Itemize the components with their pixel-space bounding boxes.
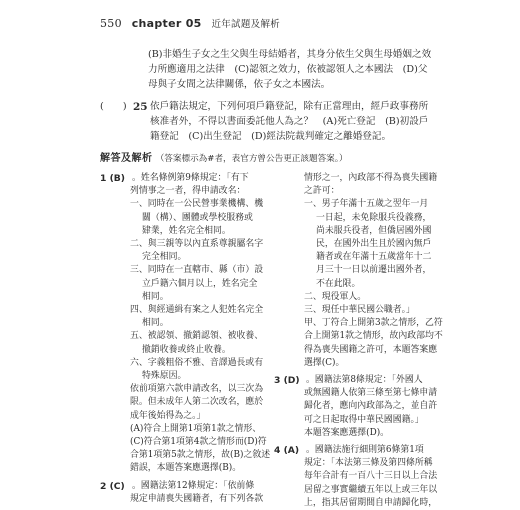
text-line: 可之日起取得中華民國國籍。」 — [304, 414, 424, 425]
text-line: 或無國籍人依第三條至第七條申請 — [304, 388, 438, 399]
answer-blank: ( ) — [100, 101, 127, 112]
answer-3 — [274, 374, 462, 440]
text-line: 。姓名條例第9條規定：「有下 — [132, 173, 249, 183]
text-line: 。國籍法施行細則第6條第1項 — [306, 445, 424, 456]
text-line: 歸化者，應向內政部為之，並自許 — [304, 401, 438, 412]
text-line: 核准者外，不得以書面委託他人為之？ (A)死亡登記 (B)初設戶 — [150, 115, 429, 127]
list-item: 二、現役軍人。 — [304, 291, 367, 302]
answers-left-column — [100, 172, 284, 506]
text-line: 規定申請喪失國籍者，有下列各款 — [130, 493, 264, 504]
answer-4 — [274, 444, 462, 510]
text-line: 母與子女間之法律關係，依子女之本國法。 — [148, 78, 331, 90]
answers-right-column — [274, 172, 462, 510]
text-line: 合上開第1款之情形，故內政部均不 — [304, 331, 443, 342]
text-line: 居留之事實繼續五年以上或三年以 — [304, 484, 438, 495]
text-line: 選擇(C)。 — [304, 357, 345, 368]
text-line: 合第1項第5款之情形，故(B)之敘述 — [130, 450, 271, 461]
section-note: （答案標示為#者，表官方曾公告更正該題答案。） — [155, 154, 348, 164]
text-line: 。國籍法第8條規定：「外國人 — [306, 375, 423, 386]
list-item: 五、被認領、撤銷認領、被收養、 撤銷收養或終止收養。 — [130, 331, 264, 355]
text-line: (B)非婚生子女之生父與生母結婚者，其身分依生父與生母婚姻之效 — [148, 49, 432, 60]
answer-label: 3 (D) — [274, 375, 300, 387]
text-line: (A)符合上開第1項第1款之情形、 — [130, 423, 262, 434]
page-header — [100, 16, 280, 30]
answer-2 — [100, 480, 284, 506]
chapter-label: chapter 05 — [131, 17, 202, 30]
text-line: 依前項第六款申請改名，以三次為 — [130, 384, 264, 395]
question-number: 25 — [133, 101, 148, 113]
page-number: 550 — [100, 17, 122, 30]
text-line: 錯誤，本題答案應選擇(B)。 — [130, 463, 242, 474]
answer-label: 1 (B) — [100, 173, 125, 184]
list-item: 三、現任中華民國公職者。」 — [304, 305, 415, 316]
text-line: 籍登記 (C)出生登記 (D)經法院裁判確定之離婚登記。 — [150, 130, 392, 142]
answer-label: 4 (A) — [274, 445, 300, 457]
text-line: 本題答案應選擇(D)。 — [304, 427, 390, 438]
question-24-continuation — [148, 48, 448, 92]
answer-1 — [100, 172, 284, 476]
answer-label: 2 (C) — [100, 480, 125, 492]
text-line: 成年後始得為之。」 — [130, 410, 206, 421]
text-line: 之許可： — [304, 186, 340, 197]
text-line: 依戶籍法規定，下列何項戶籍登記，除有正當理由，經戶政事務所 — [150, 101, 429, 112]
answer-section-heading — [100, 149, 348, 164]
text-line: 限。但未成年人第二次改名，應於 — [130, 397, 264, 408]
list-item: 一、同時在一公民營事業機構、機 關（構）、團體或學校服務或 肄業，姓名完全相同。 — [130, 199, 264, 236]
text-line: 甲、丁符合上開第3款之情形，乙符 — [304, 318, 443, 329]
text-line: 。國籍法第12條規定：「依前條 — [132, 480, 255, 491]
text-line: 列情事之一者，得申請改名： — [130, 186, 246, 197]
text-line: 每年合計有一百八十三日以上合法 — [304, 471, 438, 482]
text-line: 上，指其居留期間自申請歸化時， — [304, 497, 438, 508]
chapter-subtitle: 近年試題及解析 — [211, 19, 281, 30]
list-item: 二、與三親等以內直系尊親屬名字 完全相同。 — [130, 239, 264, 263]
list-item: 三、同時在一直轄市、縣（市）設 立戶籍六個月以上，姓名完全 相同。 — [130, 265, 264, 302]
text-line: 得為喪失國籍之許可，本題答案應 — [304, 344, 438, 355]
list-item: 四、與經通緝有案之人犯姓名完全 相同。 — [130, 305, 264, 329]
text-line: 力所應適用之法律 (C)認領之效力，依被認領人之本國法 (D)父 — [148, 63, 428, 75]
list-item: 一、男子年滿十五歲之翌年一月 一日起，未免除服兵役義務， 尚未服兵役者，但僑居國外國 民，在國外出生且於國內無戶 籍者或在年滿十五歲當年十二 月三十一日以前遷出國外者， 不在此限。 — [304, 199, 432, 289]
text-line: 情形之一，內政部不得為喪失國籍 — [304, 173, 438, 183]
text-line: 規定：「本法第三條及第四條所稱 — [304, 458, 433, 469]
question-25 — [100, 100, 450, 144]
text-line: (C)符合第1項第4款之情形而(D)符 — [130, 437, 267, 448]
list-item: 六、字義粗俗不雅、音譯過長或有 特殊原因。 — [130, 357, 264, 382]
section-title: 解答及解析 — [100, 153, 153, 164]
